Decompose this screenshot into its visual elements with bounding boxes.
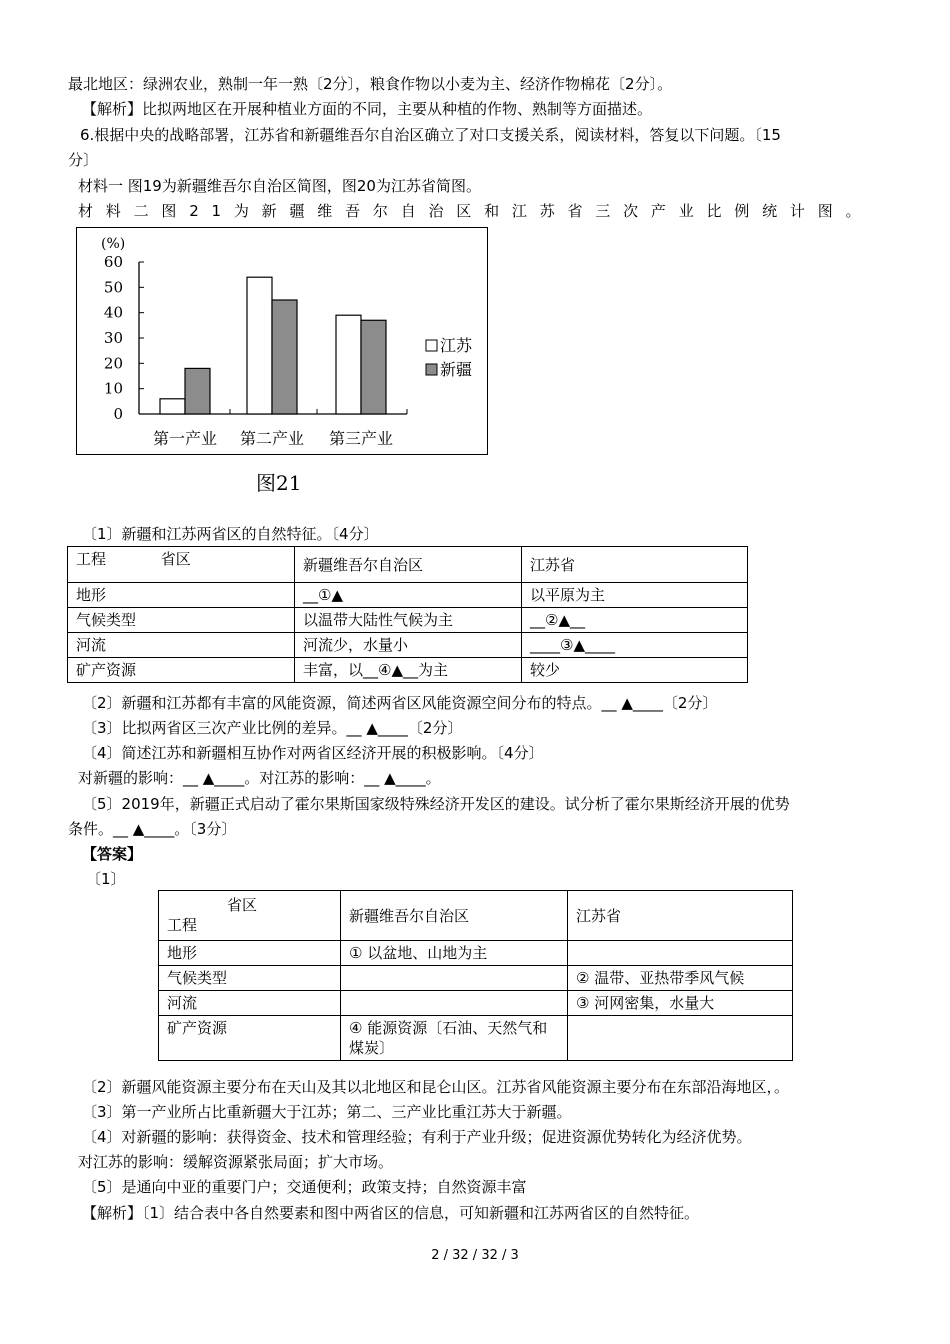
row-jiangsu: 较少 [522,658,748,683]
row-jiangsu [568,941,793,966]
y-tick-label: 60 [103,253,123,271]
row-item: 地形 [159,941,341,966]
answer-1-label: 〔1〕 [86,870,126,888]
table-row [68,658,748,683]
y-tick-label: 0 [113,405,123,423]
chart-frame [76,227,488,455]
row-jiangsu: ____③▲____ [522,633,748,658]
row-item: 矿产资源 [159,1016,341,1061]
table-row [68,583,748,608]
table-header-row [68,547,748,583]
row-jiangsu [568,1016,793,1061]
header-region: 省区 [227,896,258,914]
category-label: 第三产业 [328,429,394,448]
header-cell [159,891,341,941]
text-line: 分〕 [68,151,99,169]
table-row [68,608,748,633]
y-tick-label: 50 [103,278,123,297]
y-tick-label: 40 [103,303,123,322]
analysis-line: 【解析】比拟两地区在开展种植业方面的不同，主要从种植的作物、熟制等方面描述。 [82,100,653,118]
header-col-xinjiang: 新疆维吾尔自治区 [295,547,522,583]
row-jiangsu: __②▲__ [522,608,748,633]
answer-4: 〔4〕对新疆的影响：获得资金、技术和管理经验；有利于产业升级；促进资源优势转化为经济优势。 [82,1128,752,1146]
row-item: 矿产资源 [68,658,295,683]
category-label: 第二产业 [239,429,305,448]
bar-新疆 [272,300,297,414]
text-line: 最北地区：绿洲农业，熟制一年一熟〔2分〕，粮食作物以小麦为主、经济作物棉花〔2分〕。 [68,75,673,93]
y-tick-label: 10 [103,379,123,398]
table-row [68,633,748,658]
row-item: 河流 [159,991,341,1016]
row-xinjiang: 丰富，以__④▲__为主 [295,658,522,683]
row-xinjiang: 以温带大陆性气候为主 [295,608,522,633]
y-tick-label: 20 [103,354,123,373]
bar-江苏 [247,277,272,414]
row-item: 气候类型 [68,608,295,633]
header-item: 工程 [76,550,107,568]
header-col-jiangsu: 江苏省 [568,891,793,941]
row-xinjiang [341,966,568,991]
header-item: 工程 [167,916,198,934]
row-xinjiang: ① 以盆地、山地为主 [341,941,568,966]
analysis-line: 【解析】〔1〕结合表中各自然要素和图中两省区的信息，可知新疆和江苏两省区的自然特征。 [82,1204,700,1222]
table-row [159,991,793,1016]
header-col-xinjiang: 新疆维吾尔自治区 [341,891,568,941]
y-tick-label: 30 [103,329,123,347]
question-1: 〔1〕新疆和江苏两省区的自然特征。〔4分〕 [82,525,379,543]
row-jiangsu: ③ 河网密集，水量大 [568,991,793,1016]
question-3: 〔3〕比拟两省区三次产业比例的差异。__ ▲____〔2分〕 [82,719,463,737]
header-cell [68,547,295,583]
answer-4-cont: 对江苏的影响：缓解资源紧张局面；扩大市场。 [78,1153,394,1171]
row-xinjiang: ④ 能源资源〔石油、天然气和煤炭〕 [341,1016,568,1061]
bar-chart [77,228,487,454]
question-6-line: 6.根据中央的战略部署，江苏省和新疆维吾尔自治区确立了对口支援关系，阅读材料，答复以下问题。〔15 [80,126,781,144]
row-item: 河流 [68,633,295,658]
header-region: 省区 [160,550,191,568]
row-item: 气候类型 [159,966,341,991]
answer-table [158,890,793,1061]
bar-新疆 [185,368,210,414]
row-xinjiang: 河流少，水量小 [295,633,522,658]
question-5: 〔5〕2019年，新疆正式启动了霍尔果斯国家级特殊经济开发区的建设。试分析了霍尔果斯经济开展的优势 [82,795,790,813]
legend-swatch [426,364,437,375]
bar-江苏 [336,315,361,414]
question-2: 〔2〕新疆和江苏都有丰富的风能资源，简述两省区风能资源空间分布的特点。__ ▲____〔2分〕 [82,694,718,712]
question-4-blanks: 对新疆的影响：__ ▲____。对江苏的影响：__ ▲____。 [78,769,441,787]
legend-label: 江苏 [440,336,473,355]
table-header-row [159,891,793,941]
answer-3: 〔3〕第一产业所占比重新疆大于江苏；第二、三产业比重江苏大于新疆。 [82,1103,572,1121]
row-jiangsu: 以平原为主 [522,583,748,608]
bar-江苏 [160,399,185,414]
category-label: 第一产业 [152,429,218,448]
answer-2: 〔2〕新疆风能资源主要分布在天山及其以北地区和昆仑山区。江苏省风能资源主要分布在东部沿海地区，。 [82,1078,790,1096]
page-footer: 2 / 32 / 32 / 3 [431,1248,519,1263]
question-5-cont: 条件。__ ▲____。〔3分〕 [68,820,237,838]
table-row [159,966,793,991]
row-xinjiang [341,991,568,1016]
bar-新疆 [361,320,386,414]
table-row [159,1016,793,1061]
legend-swatch [426,340,437,351]
material-one-line: 材料一 图19为新疆维吾尔自治区简图，图20为江苏省简图。 [78,177,481,195]
material-two-line: 材料二图21为新疆维吾尔自治区和江苏省三次产业比例统计图。 [78,202,874,220]
header-col-jiangsu: 江苏省 [522,547,748,583]
answer-heading: 【答案】 [82,845,143,863]
question-4: 〔4〕简述江苏和新疆相互协作对两省区经济开展的积极影响。〔4分〕 [82,744,544,762]
figure-caption: 图21 [256,471,302,495]
row-xinjiang: __①▲ [295,583,522,608]
y-axis-label: (%) [101,236,126,252]
row-jiangsu: ② 温带、亚热带季风气候 [568,966,793,991]
question-table [67,546,748,683]
answer-5: 〔5〕是通向中亚的重要门户；交通便利；政策支持；自然资源丰富 [82,1178,527,1196]
legend-label: 新疆 [440,360,473,379]
row-item: 地形 [68,583,295,608]
table-row [159,941,793,966]
